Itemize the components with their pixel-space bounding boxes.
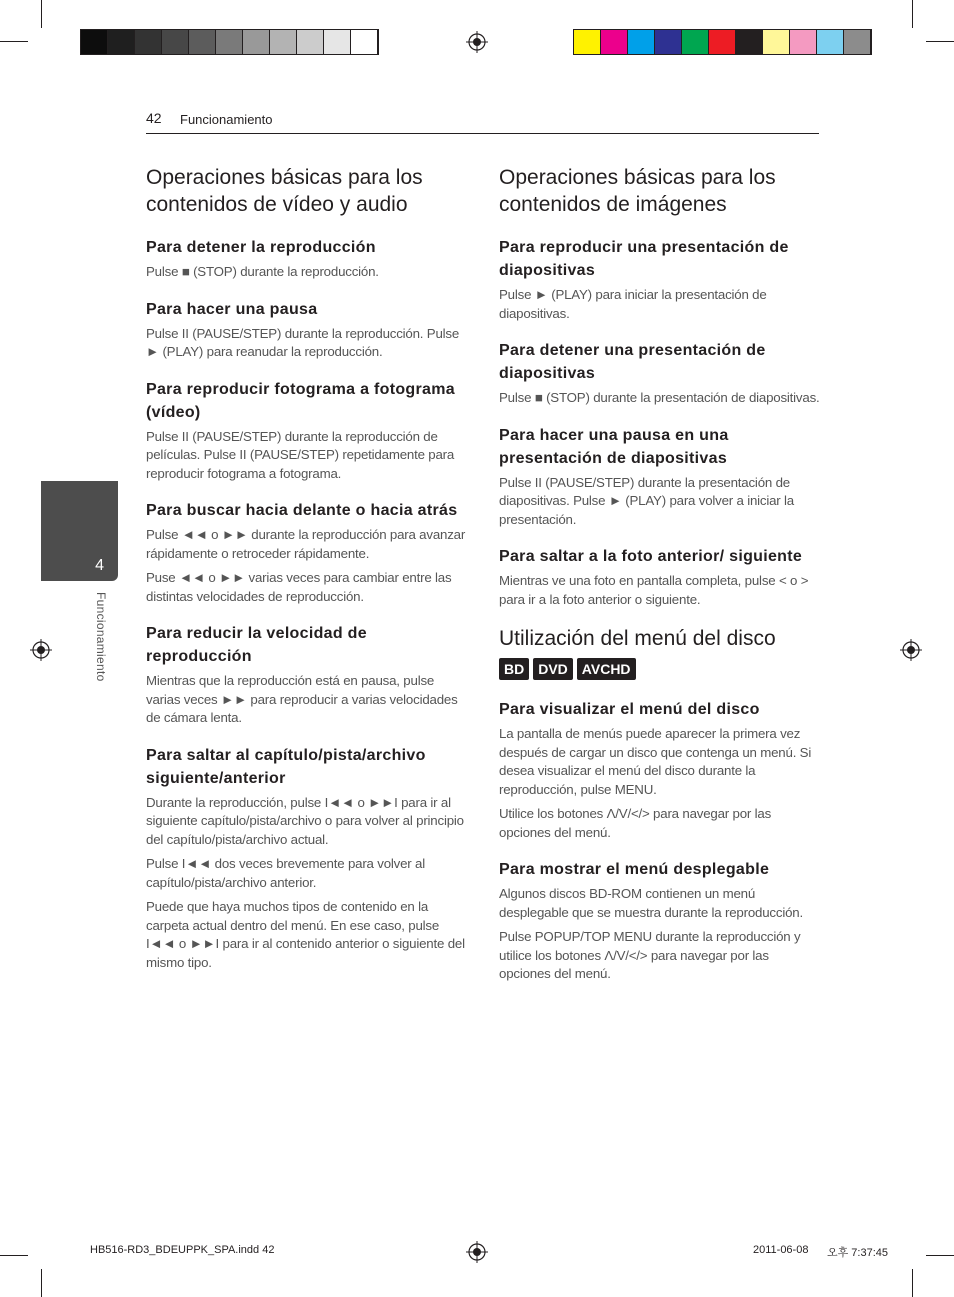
subsection-heading: Para reproducir una presentación de diapositivas xyxy=(499,239,789,279)
gray-swatch xyxy=(135,30,162,54)
chapter-number: 4 xyxy=(95,557,104,574)
disc-badge: BD xyxy=(499,658,529,680)
body-text: Pulse ■ (STOP) durante la reproducción. xyxy=(146,264,379,279)
subsection xyxy=(499,236,821,323)
subsection-heading: Para saltar a la foto anterior/ siguiente xyxy=(499,548,803,565)
gray-swatch xyxy=(108,30,135,54)
registration-mark-icon xyxy=(466,1241,488,1263)
section-title: Operaciones básicas para los contenidos de imágenes xyxy=(499,166,776,216)
color-swatch xyxy=(574,30,601,54)
body-text: Mientras ve una foto en pantalla completa, pulse < o > para ir a la foto anterior o siguiente. xyxy=(499,573,809,607)
gray-swatch xyxy=(324,30,351,54)
gray-swatch xyxy=(216,30,243,54)
subsection xyxy=(146,744,468,973)
disc-badge: AVCHD xyxy=(577,658,636,680)
gray-swatch xyxy=(351,30,378,54)
body-text: Pulse ■ (STOP) durante la presentación de diapositivas. xyxy=(499,390,820,405)
crop-mark xyxy=(0,1255,28,1256)
crop-mark xyxy=(926,41,954,42)
subsection xyxy=(146,378,468,484)
crop-mark xyxy=(0,41,28,42)
disc-badge: DVD xyxy=(533,658,573,680)
gray-swatch xyxy=(297,30,324,54)
subsection xyxy=(499,339,821,408)
subsection-heading: Para hacer una pausa en una presentación de diapositivas xyxy=(499,426,729,467)
header-rule xyxy=(146,133,819,134)
crop-mark xyxy=(41,0,42,28)
registration-mark-icon xyxy=(900,639,922,661)
footer-time: 오후 7:37:45 xyxy=(827,1247,889,1259)
color-swatch xyxy=(790,30,817,54)
body-text: Puse ◄◄ o ►► varias veces para cambiar entre las distintas velocidades de reproducción. xyxy=(146,570,452,604)
color-bar xyxy=(573,29,872,55)
body-text: Pulse ► (PLAY) para iniciar la presentación de diapositivas. xyxy=(499,287,767,321)
subsection-heading: Para mostrar el menú desplegable xyxy=(499,861,770,878)
color-swatch xyxy=(844,30,871,54)
subsection xyxy=(146,298,468,362)
subsection xyxy=(146,499,468,606)
color-swatch xyxy=(682,30,709,54)
registration-mark-icon xyxy=(30,639,52,661)
subsection xyxy=(146,236,468,282)
body-text: Pulse ◄◄ o ►► durante la reproducción para avanzar rápidamente o retroceder rápidamente. xyxy=(146,527,466,561)
crop-mark xyxy=(912,1269,913,1297)
grayscale-bar xyxy=(80,29,379,55)
subsection-heading: Para detener una presentación de diapositivas xyxy=(499,342,766,382)
body-text: Pulse II (PAUSE/STEP) durante la reproducción. Pulse ► (PLAY) para reanudar la reproducción. xyxy=(146,325,460,359)
color-swatch xyxy=(736,30,763,54)
color-swatch xyxy=(628,30,655,54)
subsection xyxy=(146,622,468,728)
subsection-heading: Para hacer una pausa xyxy=(146,300,318,318)
subsection xyxy=(499,858,821,984)
color-swatch xyxy=(763,30,790,54)
subsection-heading: Para reproducir fotograma a fotograma (vídeo) xyxy=(146,380,455,421)
gray-swatch xyxy=(81,30,108,54)
color-swatch xyxy=(817,30,844,54)
body-text: Mientras que la reproducción está en pausa, pulse varias veces ►► para reproducir a varias velocidades de cámara lenta. xyxy=(146,673,458,725)
color-swatch xyxy=(601,30,628,54)
page-number: 42 xyxy=(146,110,162,126)
crop-mark xyxy=(41,1269,42,1297)
subsection-heading: Para detener la reproducción xyxy=(146,239,376,256)
body-text: Utilice los botones Λ/V/</> para navegar por las opciones del menú. xyxy=(499,806,772,840)
subsection-heading: Para buscar hacia delante o hacia atrás xyxy=(146,502,458,519)
crop-mark xyxy=(912,0,913,28)
gray-swatch xyxy=(162,30,189,54)
right-column xyxy=(499,164,821,1000)
subsection-heading: Para saltar al capítulo/pista/archivo siguiente/anterior xyxy=(146,746,426,787)
body-text: Durante la reproducción, pulse I◄◄ o ►►I para ir al siguiente capítulo/pista/archivo o para volver al principio del capítulo/pista/archivo actual. xyxy=(146,794,464,847)
gray-swatch xyxy=(270,30,297,54)
body-text: Pulse II (PAUSE/STEP) durante la reproducción de películas. Pulse II (PAUSE/STEP) repetidamente para reproducir fotograma a fotograma. xyxy=(146,428,455,481)
body-text: Puede que haya muchos tipos de contenido en la carpeta actual dentro del menú. En ese caso, pulse I◄◄ o ►►I para ir al contenido anterior o siguiente del mismo tipo. xyxy=(146,899,465,970)
crop-mark xyxy=(926,1255,954,1256)
chapter-tab xyxy=(41,481,118,581)
chapter-label: Funcionamiento xyxy=(94,592,108,682)
footer-date: 2011-06-08 xyxy=(753,1244,809,1256)
disc-type-badges xyxy=(499,658,821,680)
body-text: Algunos discos BD-ROM contienen un menú desplegable que se muestra durante la reproducción. xyxy=(499,886,803,920)
color-swatch xyxy=(655,30,682,54)
registration-mark-icon xyxy=(466,31,488,53)
gray-swatch xyxy=(189,30,216,54)
body-text: Pulse I◄◄ dos veces brevemente para volver al capítulo/pista/archivo anterior. xyxy=(146,856,425,890)
subsection xyxy=(499,698,821,842)
gray-swatch xyxy=(243,30,270,54)
left-column xyxy=(146,164,468,988)
subsection-heading: Para visualizar el menú del disco xyxy=(499,701,760,718)
footer-filename: HB516-RD3_BDEUPPK_SPA.indd 42 xyxy=(90,1244,275,1256)
body-text: Pulse II (PAUSE/STEP) durante la presentación de diapositivas. Pulse ► (PLAY) para volver a iniciar la presentación. xyxy=(499,474,794,527)
subsection xyxy=(499,424,821,530)
section-title: Utilización del menú del disco xyxy=(499,627,776,650)
body-text: La pantalla de menús puede aparecer la primera vez después de cargar un disco que contenga un menú. Si desea visualizar el menú del disco durante la reproducción, pulse MENU. xyxy=(499,726,812,797)
subsection-heading: Para reducir la velocidad de reproducción xyxy=(146,625,367,665)
running-header: Funcionamiento xyxy=(180,112,273,127)
subsection xyxy=(499,545,821,609)
color-swatch xyxy=(709,30,736,54)
section-title: Operaciones básicas para los contenidos de vídeo y audio xyxy=(146,166,423,216)
body-text: Pulse POPUP/TOP MENU durante la reproducción y utilice los botones Λ/V/</> para navegar por las opciones del menú. xyxy=(499,929,801,981)
